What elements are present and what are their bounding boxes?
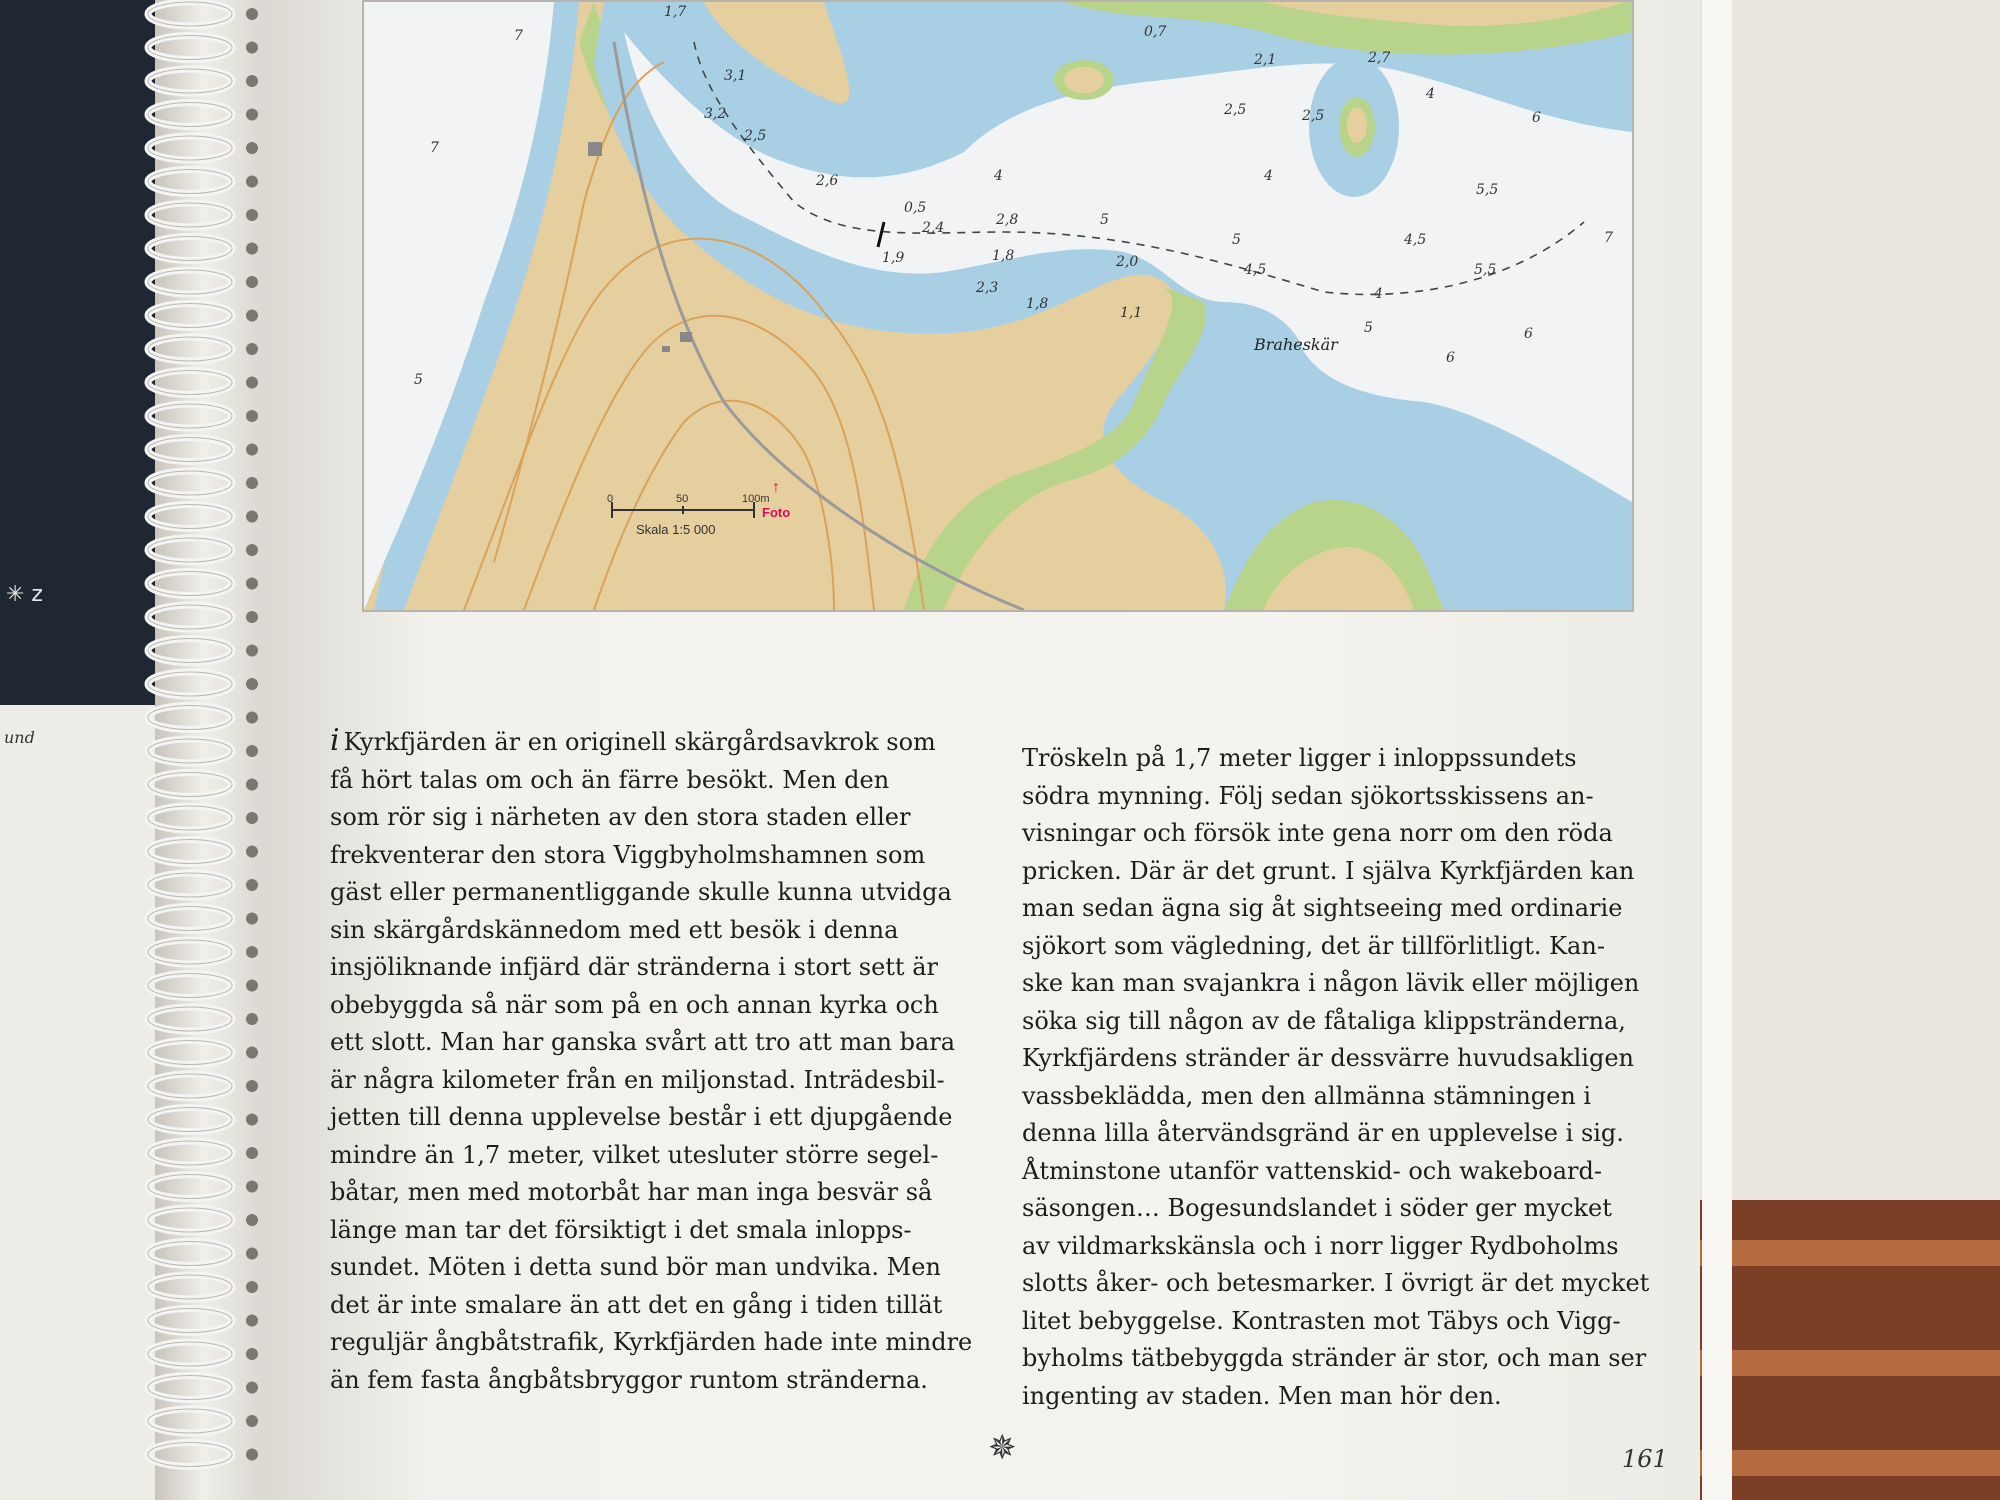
depth-sounding: 2,8 [996,212,1019,228]
depth-sounding: 7 [430,140,439,156]
binding-hole [246,176,258,188]
spiral-coil-shadow [148,974,232,998]
depth-sounding: 6 [1524,326,1533,342]
spiral-binding [120,0,260,1500]
text-line: pricken. Där är det grunt. I själva Kyrkfjärden kan [1022,856,1635,885]
depth-sounding: 5 [1100,212,1109,228]
spiral-coil-shadow [148,337,232,361]
depth-sounding: 7 [514,28,523,44]
compass-icon: ✳ z [6,582,43,607]
photo-label: Foto [762,505,791,520]
text-line: Tröskeln på 1,7 meter ligger i inloppssundets [1022,744,1577,772]
spiral-coil-shadow [148,505,232,529]
text-line: än fem fasta ångbåtsbryggor runtom stränderna. [330,1365,928,1394]
depth-sounding: 4,5 [1404,232,1427,248]
text-line: Åtminstone utanför vattenskid- och wakeboard- [1022,1156,1602,1185]
binding-hole [246,377,258,389]
spiral-coil-shadow [148,471,232,495]
binding-hole [246,678,258,690]
spiral-coil-shadow [148,1007,232,1031]
spiral-coil-shadow [148,1175,232,1199]
binding-hole [246,645,258,657]
binding-hole [246,1382,258,1394]
spiral-coil-shadow [148,572,232,596]
spiral-coil-shadow [148,1041,232,1065]
binding-hole [246,511,258,523]
depth-sounding: 5,5 [1474,262,1497,278]
spiral-coil-shadow [148,438,232,462]
binding-hole [246,410,258,422]
spiral-coil-shadow [148,2,232,26]
binding-hole [246,1013,258,1025]
depth-sounding: 2,4 [922,220,945,236]
depth-sounding: 2,5 [1302,108,1325,124]
building [680,332,692,342]
island [1347,107,1367,143]
spiral-coil-shadow [148,170,232,194]
spiral-coil-shadow [148,538,232,562]
spiral-coil-shadow [148,404,232,428]
left-page-fragment: und [4,728,35,747]
depth-sounding: 0,5 [904,200,927,216]
text-line: byholms tätbebyggda stränder är stor, och man ser [1022,1344,1647,1372]
depth-sounding: 2,6 [816,173,839,189]
binding-hole [246,310,258,322]
depth-sounding: 1,1 [1120,305,1143,321]
text-line: ett slott. Man har ganska svårt att tro att man bara [330,1028,956,1056]
binding-hole [246,980,258,992]
scale-tick-label: 100m [742,493,770,505]
text-line: man sedan ägna sig åt sightseeing med ordinarie [1022,894,1623,922]
spiral-coil-shadow [148,1108,232,1132]
spiral-coil-shadow [148,1242,232,1266]
page-right-edge [1702,0,1732,1500]
text-line: sjökort som vägledning, det är tillförlitligt. Kan- [1022,931,1605,960]
info-icon: i [330,723,340,758]
text-line: gäst eller permanentliggande skulle kunna utvidga [330,878,952,906]
binding-hole [246,879,258,891]
text-line: sundet. Möten i detta sund bör man undvika. Men [330,1253,941,1281]
spiral-coil-shadow [148,36,232,60]
binding-hole [246,243,258,255]
text-line: obebyggda så när som på en och annan kyrka och [330,990,939,1019]
text-line: vassbeklädda, men den allmänna stämningen i [1022,1081,1592,1110]
spiral-coil-shadow [148,907,232,931]
spiral-coil-shadow [148,940,232,964]
binding-hole [246,142,258,154]
text-line: frekventerar den stora Viggbyholmshamnen som [330,840,926,869]
depth-sounding: 1,8 [1026,296,1049,312]
spiral-coil-shadow [148,639,232,663]
binding-hole [246,913,258,925]
depth-sounding: 1,9 [882,250,905,266]
text-line: litet bebyggelse. Kontrasten mot Täbys och Vigg- [1022,1306,1621,1335]
building [588,142,602,156]
binding-hole [246,42,258,54]
depth-sounding: 6 [1532,110,1541,126]
binding-hole [246,477,258,489]
spiral-coil-shadow [148,873,232,897]
text-line: visningar och försök inte gena norr om den röda [1022,819,1613,847]
spiral-coil-shadow [148,605,232,629]
spiral-coil-shadow [148,1376,232,1400]
text-line: Kyrkfjärden är en originell skärgårdsavkrok som [343,728,936,756]
binding-hole [246,578,258,590]
spiral-coil-shadow [148,1074,232,1098]
spiral-coil-shadow [148,806,232,830]
binding-hole [246,343,258,355]
text-line: få hört talas om och än färre besökt. Men den [330,765,890,794]
depth-sounding: 2,3 [976,280,999,296]
text-line: Kyrkfjärdens stränder är dessvärre huvudsakligen [1022,1044,1634,1072]
binding-hole [246,8,258,20]
spiral-coil-shadow [148,1443,232,1467]
text-line: är några kilometer från en miljonstad. Inträdesbil- [330,1065,945,1094]
text-column-1 [330,722,990,1399]
depth-sounding: 5 [1232,232,1241,248]
spiral-coil-shadow [148,237,232,261]
compass-rose-icon: ✵ [988,1428,1017,1468]
text-line: insjöliknande infjärd där stränderna i stort sett är [330,953,938,981]
spiral-coil-shadow [148,1409,232,1433]
binding-hole [246,1248,258,1260]
nautical-chart [362,0,1634,612]
text-line: av vildmarkskänsla och i norr ligger Rydboholms [1022,1231,1619,1260]
spiral-coil-shadow [148,270,232,294]
spiral-coil-shadow [148,672,232,696]
text-line: säsongen… Bogesundslandet i söder ger mycket [1022,1194,1612,1222]
text-line: sin skärgårdskännedom med ett besök i denna [330,915,899,944]
depth-sounding: 1,7 [664,4,687,20]
text-line: reguljär ångbåtstrafik, Kyrkfjärden hade inte mindre [330,1328,973,1356]
depth-sounding: 2,5 [1224,102,1247,118]
spiral-coil-shadow [148,1309,232,1333]
binding-hole [246,1348,258,1360]
scale-tick-label: 0 [607,493,614,505]
spiral-coil-shadow [148,1141,232,1165]
spiral-coil-shadow [148,136,232,160]
binding-hole [246,779,258,791]
spiral-coil-shadow [148,1275,232,1299]
building [662,346,670,352]
spiral-coil-shadow [148,840,232,864]
binding-hole [246,712,258,724]
spiral-coil-shadow [148,69,232,93]
text-line: mindre än 1,7 meter, vilket utesluter större segel- [330,1140,939,1169]
binding-hole [246,1080,258,1092]
depth-sounding: 2,5 [744,128,767,144]
text-line: båtar, men med motorbåt har man inga besvär så [330,1178,933,1206]
spiral-coil-shadow [148,706,232,730]
text-column-2 [1022,740,1662,1415]
text-line: det är inte smalare än att det en gång i tiden tillät [330,1290,943,1319]
depth-sounding: 4,5 [1244,262,1267,278]
depth-sounding: 3,2 [704,106,727,122]
spiral-coil-shadow [148,103,232,127]
depth-sounding: 4 [994,168,1003,184]
binding-hole [246,109,258,121]
depth-sounding: 2,1 [1254,52,1277,68]
floor-board [1700,1240,2000,1266]
depth-sounding: 0,7 [1144,24,1167,40]
binding-hole [246,1147,258,1159]
depth-sounding: 4 [1426,86,1435,102]
depth-sounding: 2,0 [1116,254,1139,270]
scale-tick-label: 50 [676,493,689,505]
spiral-coil-shadow [148,203,232,227]
binding-hole [246,846,258,858]
binding-hole [246,544,258,556]
scale-label: Skala 1:5 000 [636,522,716,537]
floor [1700,1200,2000,1500]
text-line: ske kan man svajankra i någon lävik eller möjligen [1022,969,1640,997]
text-line: slotts åker- och betesmarker. I övrigt är det mycket [1022,1269,1650,1297]
binding-hole [246,745,258,757]
binding-hole [246,1281,258,1293]
depth-sounding: 1,8 [992,248,1015,264]
photo-marker-icon: ↑ [772,479,780,496]
binding-hole [246,276,258,288]
floor-board [1700,1350,2000,1376]
text-line: som rör sig i närheten av den stora staden eller [330,803,911,831]
binding-hole [246,946,258,958]
text-line: söka sig till någon av de fåtaliga klippstränderna, [1022,1006,1626,1035]
binding-hole [246,1315,258,1327]
spiral-coil-shadow [148,1342,232,1366]
text-line: södra mynning. Följ sedan sjökortsskissens an- [1022,781,1594,810]
depth-sounding: 6 [1446,350,1455,366]
depth-sounding: 7 [1604,230,1613,246]
binding-hole [246,209,258,221]
text-line: jetten till denna upplevelse består i ett djupgående [330,1103,953,1131]
text-line: denna lilla återvändsgränd är en upplevelse i sig. [1022,1119,1624,1147]
text-line: ingenting av staden. Men man hör den. [1022,1381,1502,1410]
floor-board [1700,1450,2000,1476]
spiral-coil-shadow [148,1208,232,1232]
depth-sounding: 5,5 [1476,182,1499,198]
spiral-coil-shadow [148,371,232,395]
binding-hole [246,1181,258,1193]
island [1064,67,1104,93]
binding-hole [246,1214,258,1226]
page-number: 161 [1622,1445,1668,1473]
depth-sounding: 4 [1374,286,1383,302]
binding-hole [246,444,258,456]
spiral-coil-shadow [148,773,232,797]
text-line: länge man tar det försiktigt i det smala inlopps- [330,1215,912,1244]
binding-hole [246,1114,258,1126]
binding-hole [246,812,258,824]
binding-hole [246,75,258,87]
spiral-coil-shadow [148,739,232,763]
spiral-coil-shadow [148,304,232,328]
depth-sounding: 5 [414,372,423,388]
place-label-braheskar: Braheskär [1254,335,1338,354]
binding-hole [246,1047,258,1059]
depth-sounding: 4 [1264,168,1273,184]
depth-sounding: 5 [1364,320,1373,336]
depth-sounding: 2,7 [1368,50,1391,66]
binding-hole [246,611,258,623]
binding-hole [246,1449,258,1461]
depth-sounding: 3,1 [724,68,747,84]
binding-hole [246,1415,258,1427]
